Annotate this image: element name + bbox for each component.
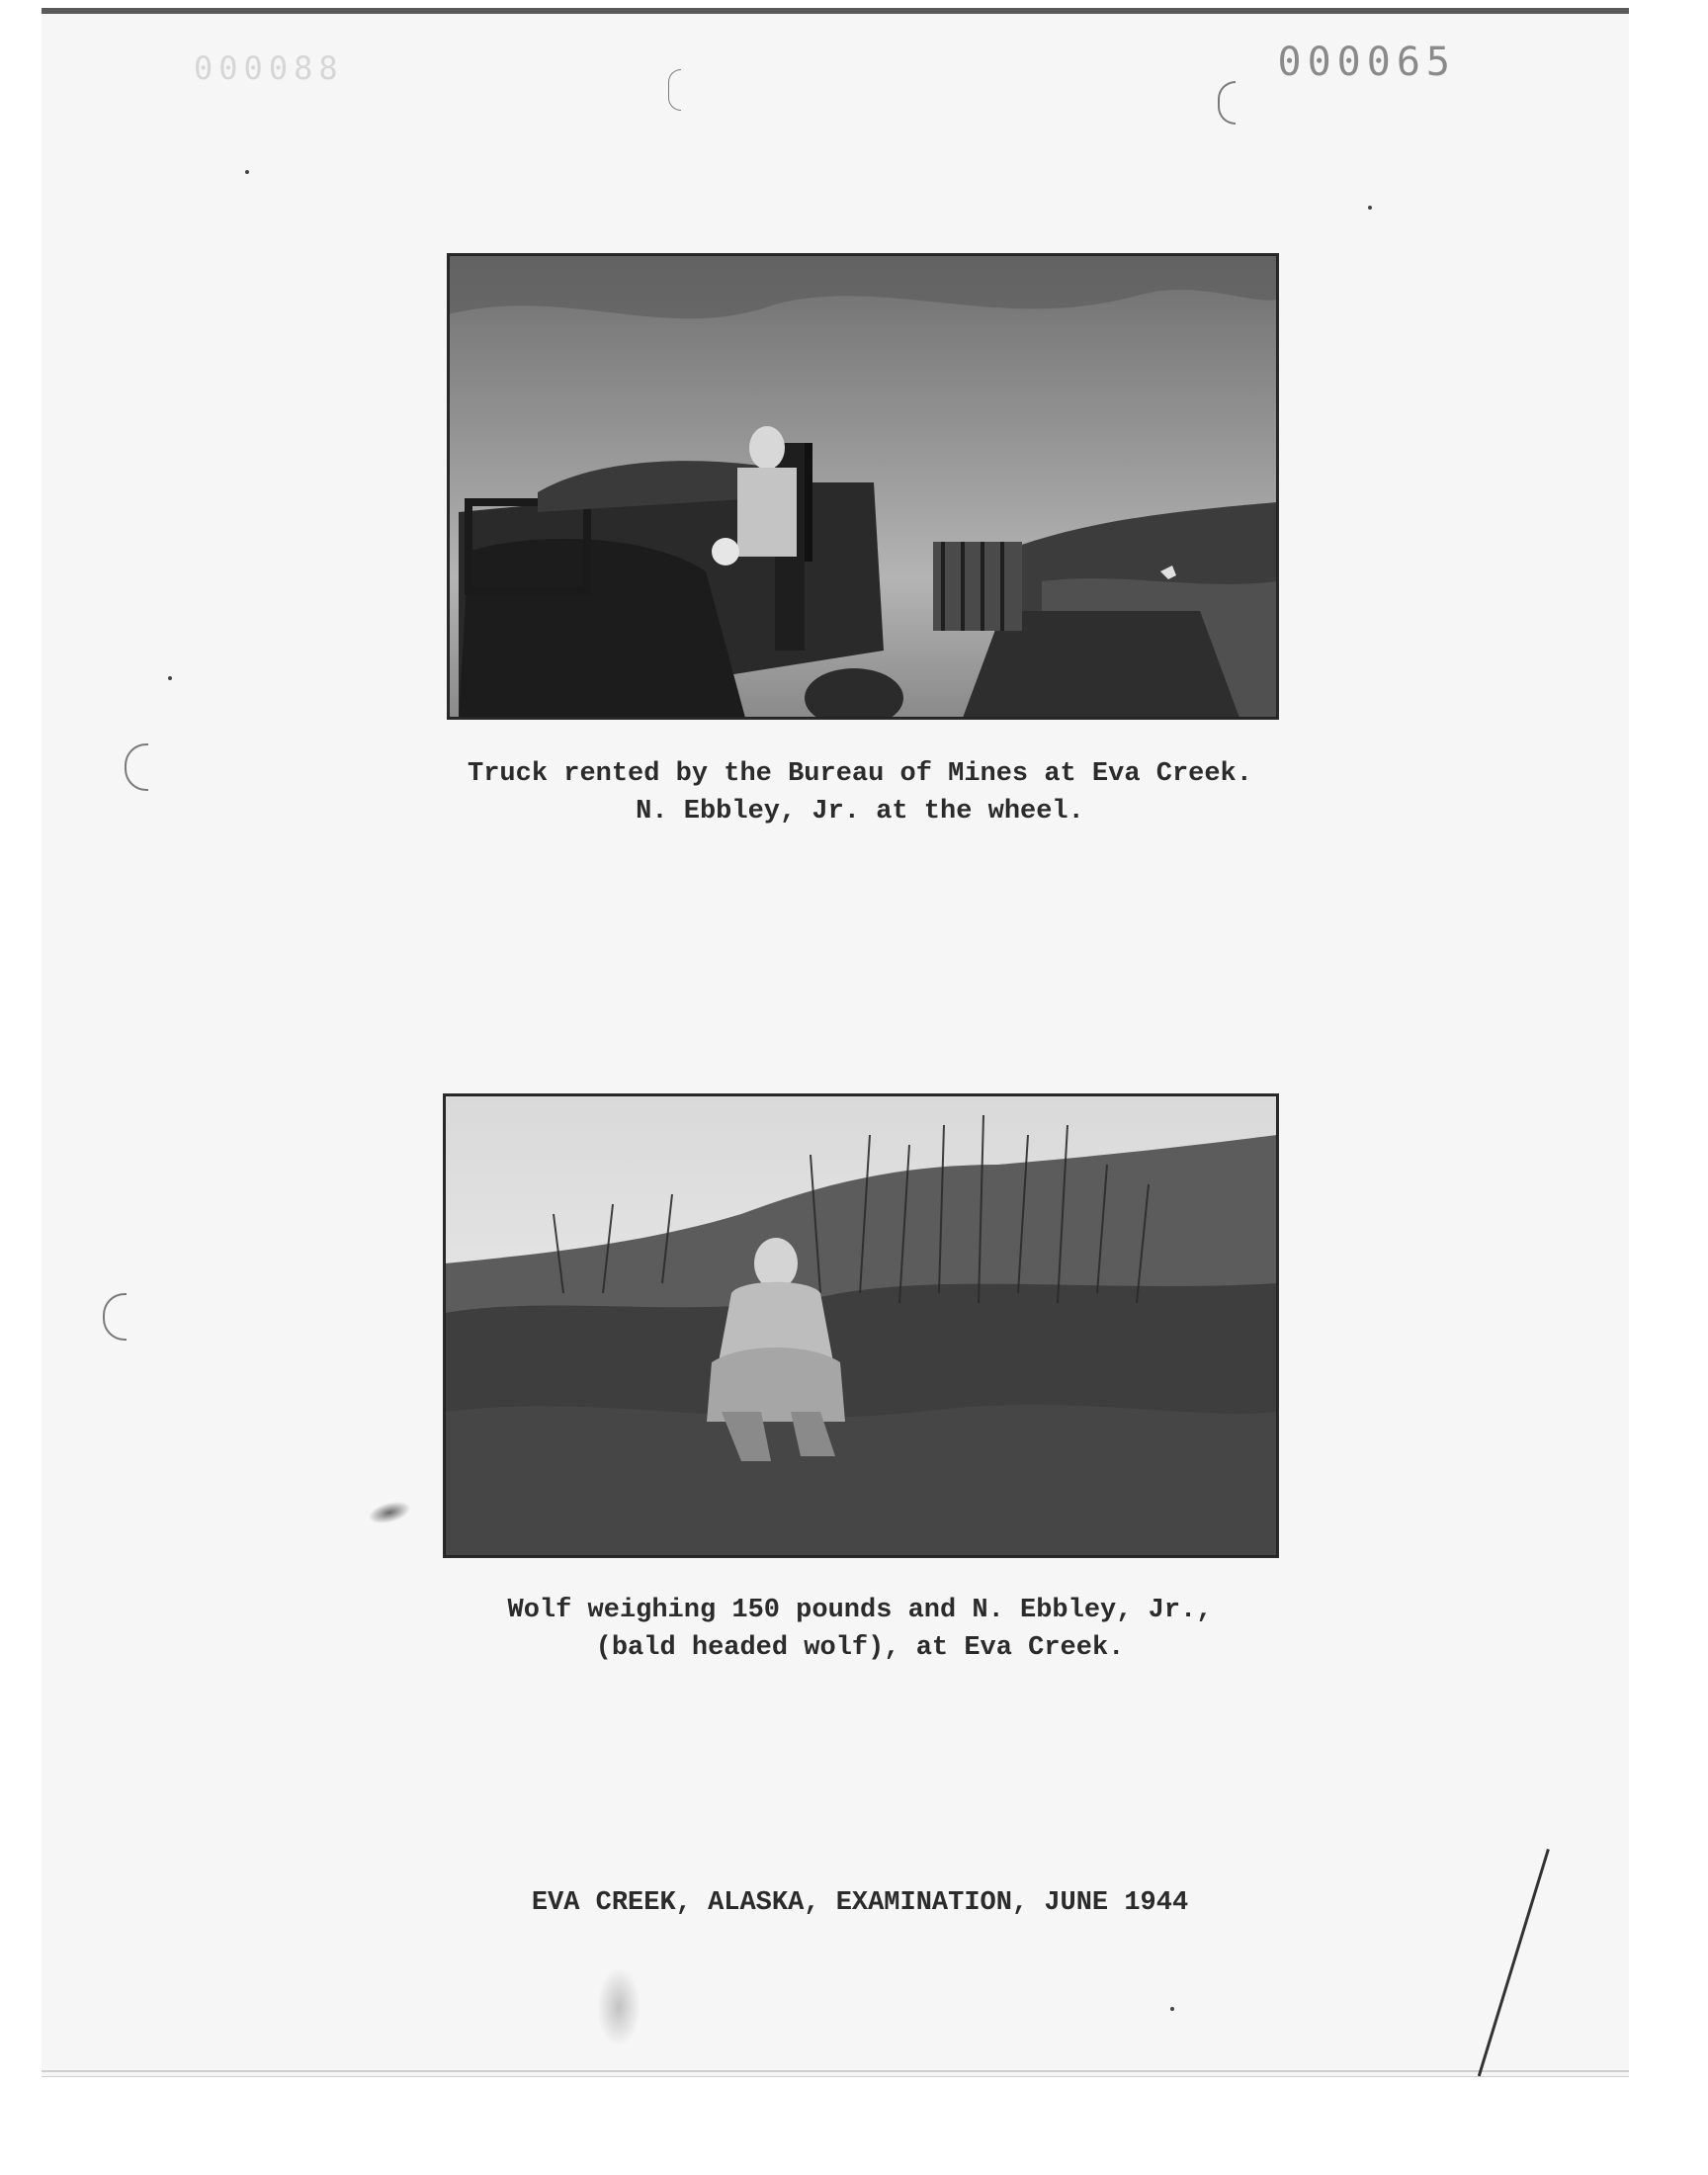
punch-hole-mark — [668, 69, 681, 111]
caption-line: N. Ebbley, Jr. at the wheel. — [636, 797, 1084, 826]
speck — [1368, 206, 1372, 210]
truck-photo — [447, 253, 1279, 720]
sheet-edge — [42, 2070, 1629, 2072]
brush-photo-caption — [415, 1592, 1305, 1667]
speck — [168, 676, 172, 680]
page-stamp-number: 000065 — [1277, 40, 1456, 85]
brush-photo — [443, 1093, 1279, 1558]
speck — [1170, 2007, 1174, 2011]
smudge-mark — [597, 1967, 640, 2046]
speck — [245, 170, 249, 174]
caption-line: Truck rented by the Bureau of Mines at Eva Creek. — [468, 759, 1252, 789]
document-footer-title: EVA CREEK, ALASKA, EXAMINATION, JUNE 1944 — [531, 1888, 1189, 1918]
caption-line: (bald headed wolf), at Eva Creek. — [595, 1633, 1125, 1663]
caption-line: Wolf weighing 150 pounds and N. Ebbley, Jr., — [507, 1596, 1213, 1625]
bleed-through-number: 880000 — [188, 49, 338, 87]
truck-photo-caption — [415, 755, 1305, 830]
